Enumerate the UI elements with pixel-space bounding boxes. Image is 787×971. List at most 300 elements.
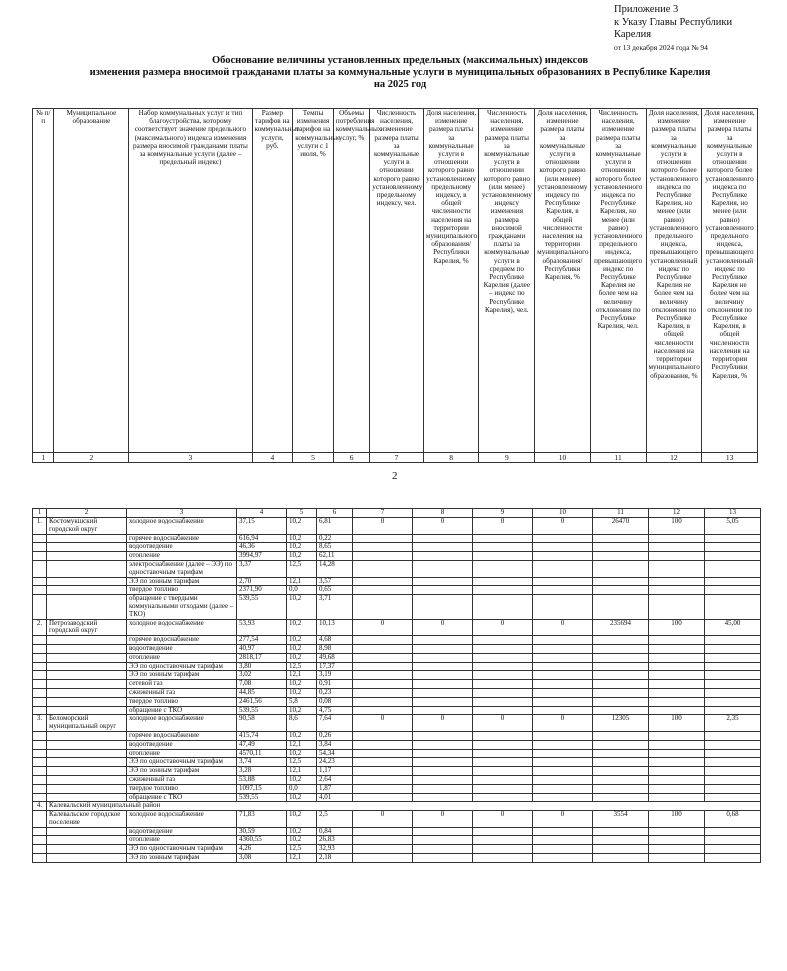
tariff-value: 2818,17 [237, 653, 287, 662]
share-above-region [705, 543, 761, 552]
share-above-mo [649, 680, 705, 689]
share-below [533, 793, 593, 802]
row-number [33, 784, 47, 793]
tariff-growth: 10,2 [287, 827, 317, 836]
population-above [593, 749, 649, 758]
consumption-share: 4,68 [317, 636, 353, 645]
column-header: Численность населения, изменение размера платы за коммунальные услуги в отношении которого более установленного индекса по Республике Карелия, но менее (или равно) установленного предельного индекса, превышающего индекс по Республике Карелия не более чем на величину отклонения по Республике Карелия, чел. [590, 109, 646, 453]
table-row [33, 697, 761, 706]
service-name: отопление [127, 836, 237, 845]
share-below [533, 697, 593, 706]
row-number [33, 644, 47, 653]
population-equal: 0 [353, 811, 413, 828]
column-number: 8 [413, 509, 473, 518]
share-above-region [705, 845, 761, 854]
population-above [593, 662, 649, 671]
column-number: 11 [590, 453, 646, 463]
share-equal [413, 560, 473, 577]
column-number: 12 [649, 509, 705, 518]
consumption-share: 0,08 [317, 697, 353, 706]
share-above-mo [649, 845, 705, 854]
service-name: обращение с ТКО [127, 706, 237, 715]
share-equal [413, 740, 473, 749]
consumption-share: 14,28 [317, 560, 353, 577]
consumption-share: 32,93 [317, 845, 353, 854]
share-below [533, 731, 593, 740]
share-below [533, 740, 593, 749]
population-above [593, 854, 649, 863]
service-name: холодное водоснабжение [127, 715, 237, 732]
tariff-value: 2,70 [237, 577, 287, 586]
municipality-name [47, 662, 127, 671]
share-above-mo [649, 767, 705, 776]
row-number [33, 836, 47, 845]
consumption-share: 8,98 [317, 644, 353, 653]
share-below [533, 767, 593, 776]
table-row [33, 775, 761, 784]
share-equal [413, 854, 473, 863]
share-below [533, 845, 593, 854]
column-header: Доля населения, изменение размера платы за коммунальные услуги в отношении которого равно (или менее) установленному индексу по Республике Карелия, в общей численности населения на территории муниципального образования/ Республики Карелия, % [535, 109, 591, 453]
population-equal [353, 767, 413, 776]
share-equal [413, 671, 473, 680]
service-name: водоотведение [127, 740, 237, 749]
share-equal [413, 697, 473, 706]
share-above-region [705, 854, 761, 863]
table-row [33, 784, 761, 793]
column-header: Объемы потребления коммунальных услуг, % [333, 109, 369, 453]
municipality-name [47, 827, 127, 836]
table-row [33, 653, 761, 662]
municipality-name: Петрозаводский городской округ [47, 619, 127, 636]
data-table [32, 508, 761, 863]
share-equal: 0 [413, 811, 473, 828]
population-below [473, 586, 533, 595]
share-below [533, 662, 593, 671]
population-below: 0 [473, 811, 533, 828]
share-equal: 0 [413, 715, 473, 732]
table-row [33, 518, 761, 535]
tariff-value: 1097,15 [237, 784, 287, 793]
tariff-value: 3,28 [237, 767, 287, 776]
column-number: 8 [423, 453, 479, 463]
tariff-growth: 10,2 [287, 534, 317, 543]
population-below: 0 [473, 518, 533, 535]
population-equal [353, 543, 413, 552]
row-number [33, 749, 47, 758]
column-number: 2 [54, 453, 129, 463]
consumption-share: 0,91 [317, 680, 353, 689]
share-above-mo [649, 595, 705, 619]
share-above-mo [649, 854, 705, 863]
population-below [473, 662, 533, 671]
population-above [593, 543, 649, 552]
population-above [593, 758, 649, 767]
row-number [33, 680, 47, 689]
share-below [533, 560, 593, 577]
tariff-value: 40,97 [237, 644, 287, 653]
tariff-value: 71,83 [237, 811, 287, 828]
service-name: твердое топливо [127, 586, 237, 595]
consumption-share: 17,37 [317, 662, 353, 671]
consumption-share: 24,23 [317, 758, 353, 767]
municipality-name: Беломорский муниципальный округ [47, 715, 127, 732]
row-number [33, 811, 47, 828]
share-above-mo: 100 [649, 811, 705, 828]
municipality-name [47, 534, 127, 543]
population-equal [353, 836, 413, 845]
share-below [533, 688, 593, 697]
population-below [473, 749, 533, 758]
consumption-share: 3,71 [317, 595, 353, 619]
share-above-mo [649, 653, 705, 662]
population-equal [353, 793, 413, 802]
share-above-region [705, 552, 761, 561]
tariff-value: 3,80 [237, 662, 287, 671]
population-below [473, 758, 533, 767]
appendix-line: к Указу Главы Республики [614, 16, 733, 28]
column-number: 2 [47, 509, 127, 518]
tariff-growth: 12,5 [287, 560, 317, 577]
tariff-growth: 12,1 [287, 671, 317, 680]
tariff-growth: 10,2 [287, 706, 317, 715]
tariff-value: 415,74 [237, 731, 287, 740]
population-below [473, 534, 533, 543]
population-above [593, 560, 649, 577]
tariff-growth: 10,2 [287, 644, 317, 653]
tariff-value: 3994,97 [237, 552, 287, 561]
share-above-mo [649, 740, 705, 749]
share-below [533, 577, 593, 586]
share-above-region [705, 662, 761, 671]
population-above [593, 644, 649, 653]
tariff-growth: 0,0 [287, 784, 317, 793]
appendix-date: от 13 декабря 2024 года № 94 [614, 42, 708, 52]
title-line: на 2025 год [373, 79, 427, 90]
population-above [593, 595, 649, 619]
tariff-value: 2371,90 [237, 586, 287, 595]
tariff-growth: 10,2 [287, 731, 317, 740]
service-name: ЭЭ по зонным тарифам [127, 767, 237, 776]
share-below [533, 653, 593, 662]
municipality-name [47, 836, 127, 845]
share-above-region: 5,05 [705, 518, 761, 535]
row-number [33, 595, 47, 619]
population-below [473, 688, 533, 697]
share-equal [413, 577, 473, 586]
municipality-name [47, 680, 127, 689]
share-below [533, 836, 593, 845]
population-below [473, 793, 533, 802]
population-equal [353, 534, 413, 543]
tariff-value: 539,55 [237, 595, 287, 619]
column-number: 6 [333, 453, 369, 463]
consumption-share: 1,87 [317, 784, 353, 793]
share-above-mo [649, 784, 705, 793]
population-equal [353, 595, 413, 619]
population-equal: 0 [353, 619, 413, 636]
share-below [533, 534, 593, 543]
share-below [533, 784, 593, 793]
consumption-share: 0,26 [317, 731, 353, 740]
share-above-mo: 100 [649, 715, 705, 732]
column-number: 3 [129, 453, 252, 463]
share-above-mo [649, 688, 705, 697]
column-number: 4 [237, 509, 287, 518]
tariff-value: 616,94 [237, 534, 287, 543]
document-title [20, 55, 780, 91]
municipality-name [47, 775, 127, 784]
municipality-name [47, 653, 127, 662]
population-below: 0 [473, 619, 533, 636]
share-above-region [705, 784, 761, 793]
municipality-name [47, 560, 127, 577]
tariff-value: 539,55 [237, 706, 287, 715]
population-equal [353, 688, 413, 697]
service-name: водоотведение [127, 644, 237, 653]
service-name: сжиженный газ [127, 775, 237, 784]
share-above-region [705, 560, 761, 577]
population-above [593, 688, 649, 697]
consumption-share: 8,65 [317, 543, 353, 552]
tariff-growth: 12,1 [287, 740, 317, 749]
population-below [473, 560, 533, 577]
population-below: 0 [473, 715, 533, 732]
tariff-growth: 10,2 [287, 793, 317, 802]
tariff-growth: 10,2 [287, 775, 317, 784]
share-equal [413, 644, 473, 653]
consumption-share: 3,57 [317, 577, 353, 586]
column-number: 1 [33, 453, 54, 463]
tariff-value: 53,88 [237, 775, 287, 784]
population-below [473, 644, 533, 653]
appendix-block [614, 4, 732, 54]
share-above-mo [649, 697, 705, 706]
service-name: обращение с ТКО [127, 793, 237, 802]
share-below [533, 854, 593, 863]
population-equal [353, 731, 413, 740]
row-number [33, 740, 47, 749]
tariff-growth: 10,2 [287, 552, 317, 561]
column-header: Темпы изменения тарифов на коммунальные услуги с 1 июля, % [293, 109, 334, 453]
share-above-region [705, 653, 761, 662]
column-number-row [33, 453, 758, 463]
population-above [593, 534, 649, 543]
municipality-name [47, 644, 127, 653]
share-above-mo [649, 749, 705, 758]
row-number [33, 636, 47, 645]
share-equal [413, 836, 473, 845]
page-number: 2 [392, 470, 398, 482]
share-above-mo [649, 543, 705, 552]
share-below [533, 644, 593, 653]
population-below [473, 577, 533, 586]
service-name: твердое топливо [127, 697, 237, 706]
title-line: изменения размера вносимой гражданами платы за коммунальные услуги в муниципальных образованиях в Республике Карелия [89, 67, 711, 78]
share-above-mo: 100 [649, 518, 705, 535]
population-below [473, 767, 533, 776]
population-equal [353, 653, 413, 662]
share-above-region: 0,68 [705, 811, 761, 828]
tariff-value: 277,54 [237, 636, 287, 645]
service-name: сетевой газ [127, 680, 237, 689]
consumption-share: 2,5 [317, 811, 353, 828]
tariff-growth: 10,2 [287, 543, 317, 552]
share-equal [413, 662, 473, 671]
table-row [33, 715, 761, 732]
population-equal [353, 845, 413, 854]
population-equal [353, 577, 413, 586]
row-number [33, 854, 47, 863]
municipality-name: Костомукшский городской округ [47, 518, 127, 535]
service-name: водоотведение [127, 543, 237, 552]
share-equal [413, 827, 473, 836]
service-name: ЭЭ по зонным тарифам [127, 854, 237, 863]
tariff-value: 4,26 [237, 845, 287, 854]
population-below [473, 845, 533, 854]
row-number: 2. [33, 619, 47, 636]
population-equal [353, 552, 413, 561]
column-number: 13 [702, 453, 758, 463]
municipality-name [47, 688, 127, 697]
row-number [33, 560, 47, 577]
tariff-value: 3,37 [237, 560, 287, 577]
population-equal [353, 775, 413, 784]
share-above-mo [649, 731, 705, 740]
share-equal [413, 845, 473, 854]
share-equal [413, 749, 473, 758]
share-below: 0 [533, 811, 593, 828]
row-number [33, 671, 47, 680]
share-above-mo [649, 662, 705, 671]
population-equal [353, 586, 413, 595]
column-number: 10 [535, 453, 591, 463]
tariff-growth: 10,2 [287, 636, 317, 645]
tariff-value: 46,36 [237, 543, 287, 552]
share-equal [413, 784, 473, 793]
share-above-mo: 100 [649, 619, 705, 636]
service-name: ЭЭ по зонным тарифам [127, 671, 237, 680]
tariff-growth: 10,2 [287, 518, 317, 535]
share-equal [413, 552, 473, 561]
population-above [593, 793, 649, 802]
municipality-name [47, 586, 127, 595]
share-below: 0 [533, 619, 593, 636]
tariff-growth: 12,5 [287, 758, 317, 767]
row-number [33, 577, 47, 586]
share-equal [413, 636, 473, 645]
share-above-region [705, 644, 761, 653]
service-name: горячее водоснабжение [127, 731, 237, 740]
tariff-value: 44,85 [237, 688, 287, 697]
population-below [473, 836, 533, 845]
share-equal [413, 793, 473, 802]
population-equal [353, 784, 413, 793]
column-header: Набор коммунальных услуг и тип благоустройства, которому соответствует значение предельного (максимального) индекса изменения размера вносимой гражданами платы за коммунальные услуги (далее – предельный индекс) [129, 109, 252, 453]
population-below [473, 740, 533, 749]
table-row [33, 688, 761, 697]
consumption-share: 49,68 [317, 653, 353, 662]
tariff-value: 30,59 [237, 827, 287, 836]
column-header: Доля населения, изменение размера платы за коммунальные услуги в отношении которого более установленного индекса по Республике Карелия, но менее (или равно) установленного предельного индекса, превышающего установленный индекс по Республике Карелия не более чем на величину отклонения по Республике Карелия, в общей численности населения на территории Республики Карелия, % [702, 109, 758, 453]
consumption-share: 26,83 [317, 836, 353, 845]
population-above [593, 775, 649, 784]
population-equal [353, 662, 413, 671]
population-below [473, 671, 533, 680]
column-header: Размер тарифов на коммунальные услуги, руб. [252, 109, 293, 453]
share-below [533, 586, 593, 595]
share-equal: 0 [413, 619, 473, 636]
tariff-growth: 0,0 [287, 586, 317, 595]
column-number: 5 [293, 453, 334, 463]
population-equal [353, 740, 413, 749]
share-above-region [705, 586, 761, 595]
population-below [473, 775, 533, 784]
tariff-value: 3,08 [237, 854, 287, 863]
share-equal: 0 [413, 518, 473, 535]
share-above-region [705, 636, 761, 645]
share-below [533, 671, 593, 680]
population-equal: 0 [353, 518, 413, 535]
service-name: ЭЭ по одноставочным тарифам [127, 758, 237, 767]
column-number: 9 [473, 509, 533, 518]
tariff-growth: 8,6 [287, 715, 317, 732]
column-number: 6 [317, 509, 353, 518]
tariff-value: 90,58 [237, 715, 287, 732]
service-name: холодное водоснабжение [127, 619, 237, 636]
share-above-mo [649, 671, 705, 680]
column-number: 4 [252, 453, 293, 463]
municipality-name [47, 671, 127, 680]
share-above-region [705, 775, 761, 784]
population-above [593, 586, 649, 595]
share-equal [413, 653, 473, 662]
population-above [593, 740, 649, 749]
service-name: водоотведение [127, 827, 237, 836]
row-number [33, 653, 47, 662]
service-name: отопление [127, 749, 237, 758]
share-above-region [705, 577, 761, 586]
consumption-share: 2,18 [317, 854, 353, 863]
tariff-value: 7,08 [237, 680, 287, 689]
consumption-share: 2,64 [317, 775, 353, 784]
share-above-mo [649, 560, 705, 577]
share-above-region [705, 595, 761, 619]
tariff-growth: 5,8 [287, 697, 317, 706]
column-number: 7 [370, 453, 424, 463]
service-name: горячее водоснабжение [127, 534, 237, 543]
consumption-share: 0,65 [317, 586, 353, 595]
tariff-value: 47,49 [237, 740, 287, 749]
row-number [33, 688, 47, 697]
population-equal [353, 636, 413, 645]
column-number: 12 [646, 453, 702, 463]
service-name: твердое топливо [127, 784, 237, 793]
tariff-value: 3,02 [237, 671, 287, 680]
consumption-share: 0,22 [317, 534, 353, 543]
share-below [533, 543, 593, 552]
service-name: холодное водоснабжение [127, 518, 237, 535]
column-header: Численность населения, изменение размера платы за коммунальные услуги в отношении которого равно (или менее) установленному индексу изменения размера вносимой гражданами платы за коммунальные услуги в среднем по Республике Карелия (далее – индекс по Республике Карелия), чел. [479, 109, 535, 453]
consumption-share: 4,01 [317, 793, 353, 802]
consumption-share: 3,19 [317, 671, 353, 680]
population-above [593, 767, 649, 776]
share-equal [413, 680, 473, 689]
row-number [33, 534, 47, 543]
population-above [593, 671, 649, 680]
population-below [473, 680, 533, 689]
share-equal [413, 731, 473, 740]
